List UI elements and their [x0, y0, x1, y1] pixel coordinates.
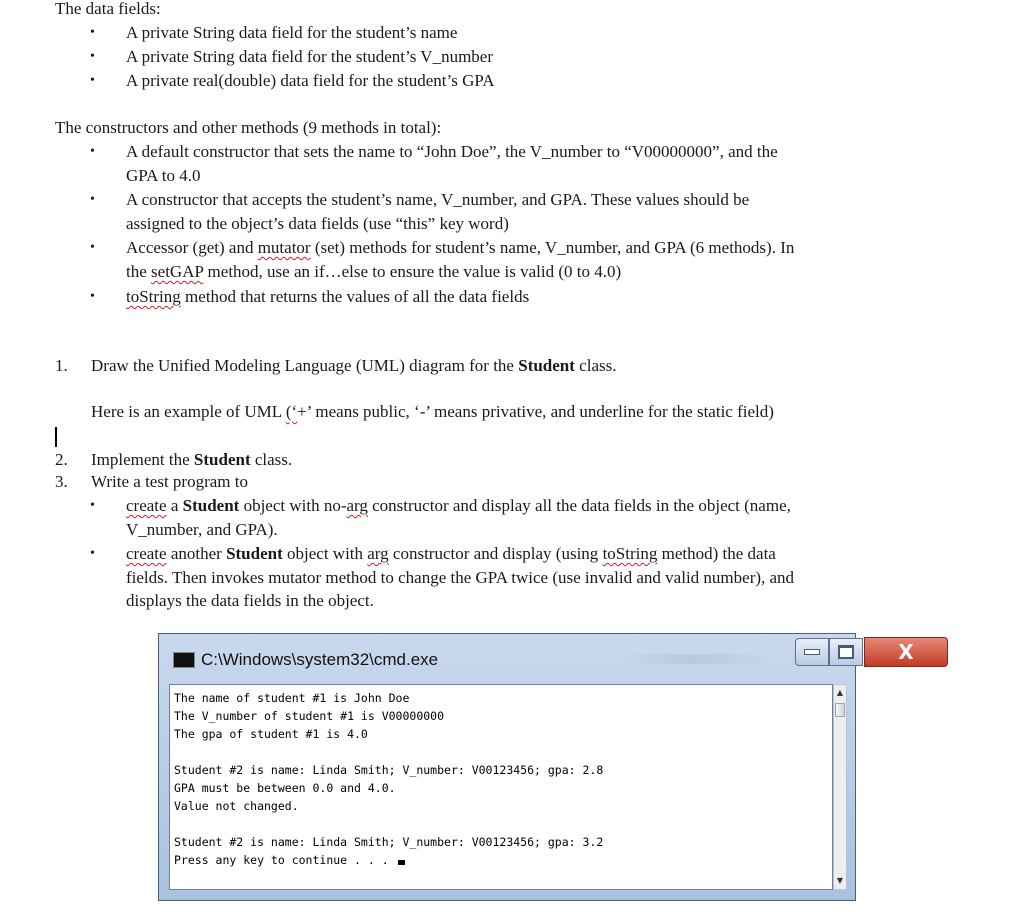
bullet-icon: •	[90, 73, 95, 88]
method-item: A default constructor that sets the name to “John Doe”, the V_number to “V00000000”, and the	[126, 142, 778, 161]
window-title: C:\Windows\system32\cmd.exe	[201, 650, 439, 669]
test-item: create a Student object with no-arg constructor and display all the data fields in the object (name,	[126, 496, 791, 515]
scroll-up-icon[interactable]: ▲	[836, 688, 844, 697]
question-1: Draw the Unified Modeling Language (UML) diagram for the Student class.	[91, 356, 617, 375]
console-line: The name of student #1 is John Doe	[174, 691, 410, 705]
bullet-icon: •	[90, 498, 95, 513]
spelling-flag: arg	[367, 544, 389, 563]
bullet-icon: •	[90, 144, 95, 159]
minimize-icon	[804, 649, 820, 655]
console-cursor	[398, 860, 405, 865]
console-line: The gpa of student #1 is 4.0	[174, 727, 368, 741]
bullet-icon: •	[90, 546, 95, 561]
heading-data-fields: The data fields:	[55, 0, 161, 18]
console-output[interactable]	[169, 684, 833, 890]
cmd-app-icon	[173, 652, 195, 668]
method-item-cont: GPA to 4.0	[126, 166, 201, 185]
spelling-flag: toString	[602, 544, 658, 563]
bullet-icon: •	[90, 240, 95, 255]
spelling-flag: mutator	[257, 238, 311, 257]
question-number: 2.	[55, 450, 68, 469]
console-titlebar[interactable]	[159, 634, 914, 678]
test-item-cont: displays the data fields in the object.	[126, 591, 374, 610]
spelling-flag: create	[126, 544, 167, 563]
question-2: Implement the Student class.	[91, 450, 293, 469]
text-cursor	[55, 427, 57, 447]
scroll-down-icon[interactable]: ▼	[836, 876, 844, 885]
maximize-icon	[838, 645, 854, 659]
method-item: toString method that returns the values of all the data fields	[126, 287, 530, 306]
titlebar-glare	[619, 654, 769, 664]
method-item-cont: the setGAP method, use an if…else to ensure the value is valid (0 to 4.0)	[126, 262, 622, 281]
console-line: GPA must be between 0.0 and 4.0.	[174, 781, 396, 795]
maximize-button[interactable]	[829, 638, 863, 666]
bullet-icon: •	[90, 192, 95, 207]
spelling-flag: arg	[346, 496, 368, 515]
question-3: Write a test program to	[91, 472, 248, 491]
data-field-item: A private String data field for the student’s V_number	[126, 47, 494, 66]
console-line: The V_number of student #1 is V00000000	[174, 709, 445, 723]
question-number: 1.	[55, 356, 68, 375]
spelling-flag: create	[126, 496, 167, 515]
test-item-cont: V_number, and GPA).	[126, 520, 278, 539]
method-item-cont: assigned to the object’s data fields (use “this” key word)	[126, 214, 509, 233]
close-button[interactable]: X	[864, 637, 948, 667]
method-item: Accessor (get) and mutator (set) methods for student’s name, V_number, and GPA (6 methods). In	[126, 238, 795, 257]
console-line: Value not changed.	[174, 799, 299, 813]
console-scrollbar[interactable]	[833, 684, 847, 890]
heading-methods: The constructors and other methods (9 methods in total):	[55, 118, 442, 137]
method-item: A constructor that accepts the student’s name, V_number, and GPA. These values should be	[126, 190, 750, 209]
bullet-icon: •	[90, 289, 95, 304]
bullet-icon: •	[90, 25, 95, 40]
minimize-button[interactable]	[795, 638, 829, 666]
console-window	[158, 633, 914, 901]
question-number: 3.	[55, 472, 68, 491]
spelling-flag: setGAP	[151, 262, 204, 281]
test-item-cont: fields. Then invokes mutator method to change the GPA twice (use invalid and valid number), and	[126, 568, 795, 587]
uml-example-note: Here is an example of UML (‘+’ means public, ‘-’ means privative, and underline for the static field)	[91, 402, 774, 421]
console-line: Student #2 is name: Linda Smith; V_number: V00123456; gpa: 3.2	[174, 835, 604, 849]
test-item: create another Student object with arg constructor and display (using toString method) the data	[126, 544, 776, 563]
spelling-flag: toString	[126, 287, 181, 306]
console-prompt-line: Press any key to continue . . .	[174, 851, 405, 869]
data-field-item: A private real(double) data field for the student’s GPA	[126, 71, 495, 90]
bullet-icon: •	[90, 49, 95, 64]
scroll-thumb[interactable]	[835, 703, 845, 717]
data-field-item: A private String data field for the student’s name	[126, 23, 458, 42]
spelling-flag: (‘	[285, 402, 298, 421]
console-line: Student #2 is name: Linda Smith; V_number: V00123456; gpa: 2.8	[174, 763, 604, 777]
